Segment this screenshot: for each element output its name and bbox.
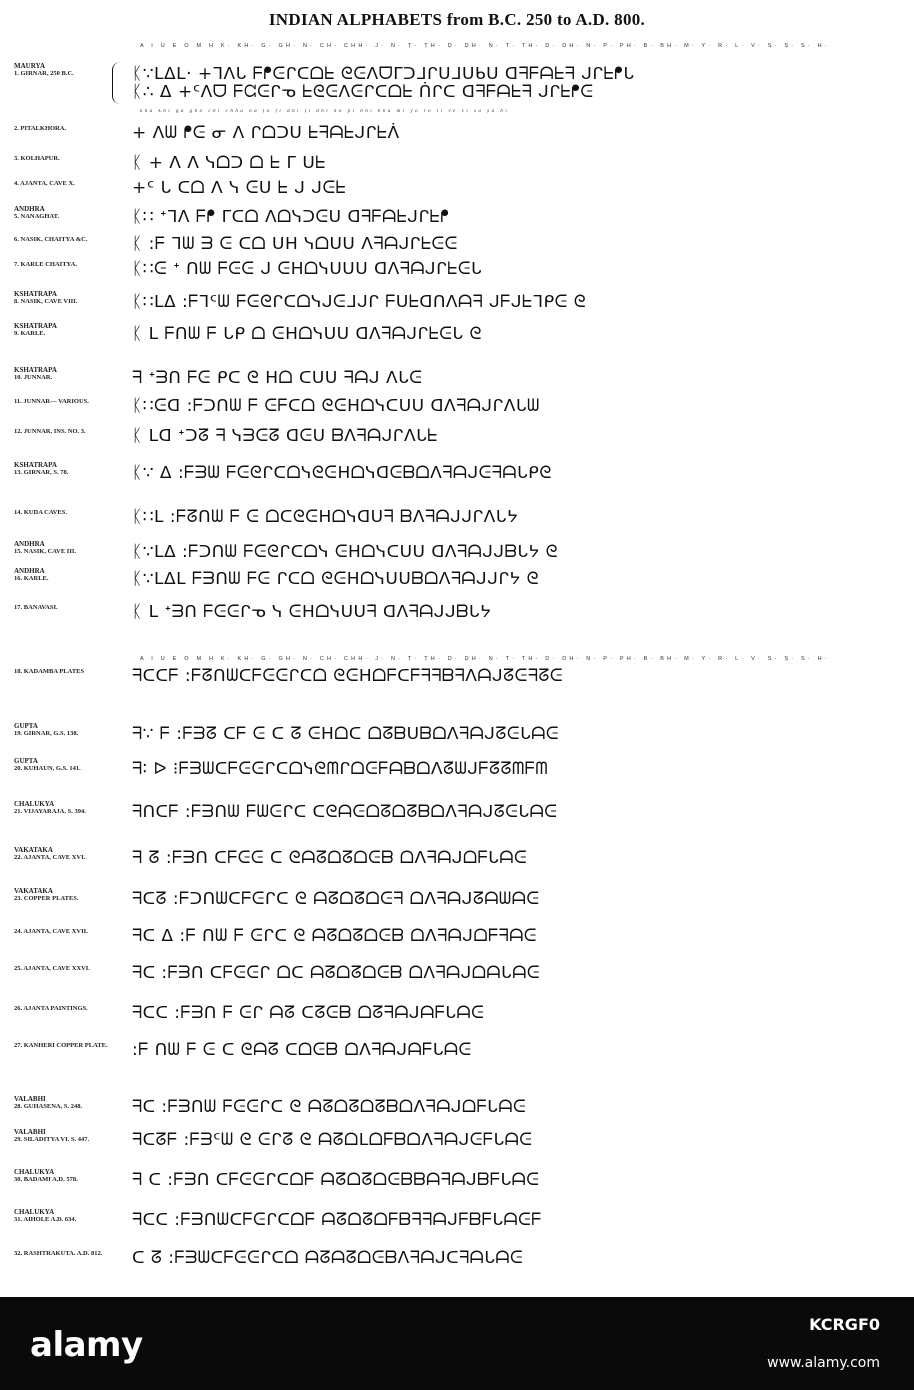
row-glyphs: :ᖴ ᑎᗯ ᖴ ᕮ ᑕ ᘓᗩᘔ ᑕᗝᕮᗷ ᗝᐱᖷᗩᒍᗩᖴᒐᗩᕮ	[132, 1040, 472, 1060]
alphabet-row	[0, 604, 914, 628]
row-label	[14, 366, 129, 382]
alphabet-row	[0, 461, 914, 485]
row-label	[14, 398, 129, 406]
row-label	[14, 428, 129, 436]
row-label	[14, 1208, 129, 1224]
row-glyphs: ᛕ∵ᒪᐃᒪ· +ᒣᐱᒐ ᖴᖰᕮᒋᑕᗝᖶ ᘓᕮᐱᗜᒥᑐᒧᒋᑌᒧᑌᑲᑌ ᗡᖷᖴᗩᖶᖷ ᒍᒋᖶᖰᒐ	[132, 64, 635, 84]
row-glyphs: + ᐱᗯ ᖰᕮ ᓂ ᐱ ᒋᗝᑐᑌ ᖶᖷᗩᖶᒍᒋᖶᐲ	[132, 123, 400, 143]
row-glyphs: ᖷᑕᑕ :ᖴᗱᑎ ᖴ ᕮᒋ ᗩᘔ ᑕᘔᕮᗷ ᗝᘔᖷᗩᒍᗩᖴᒐᗩᕮ	[132, 1003, 485, 1023]
row-glyphs: ᑕ ᘔ :ᖴᗱᗯᑕᖴᕮᕮᒋᑕᗝ ᗩᘔᗩᘔᗝᕮᗷᐱᖷᗩᒍᑕᖷᗩᒐᗩᕮ	[132, 1248, 524, 1268]
row-glyphs: ᖷᑎᑕᖴ :ᖴᗱᑎᗯ ᖴᗯᕮᒋᑕ ᑕᘓᗩᕮᗝᘔᗝᘔᗷᗝᐱᖷᗩᒍᘔᕮᒐᗩᕮ	[132, 802, 558, 822]
row-name: 26. AJANTA PAINTINGS.	[14, 1005, 88, 1012]
row-glyphs: ᖷᑕᑕᖴ :ᖴᘔᑎᗯᑕᖴᕮᕮᒋᑕᗝ ᘓᕮᕼᗝᖴᑕᖴᖷᖷᗷᖷᐱᗩᒍᘔᕮᖷᘔᕮ	[132, 666, 564, 686]
row-label	[14, 461, 129, 477]
row-group: VAKATAKA	[14, 846, 53, 854]
row-name: 31. AIHOLE A.D. 634.	[14, 1216, 77, 1223]
row-label	[14, 290, 129, 306]
row-glyphs: ᛕ∵ᒪᐃᒪ ᖴᗱᑎᗯ ᖴᕮ ᒋᑕᗝ ᘓᕮᕼᗝᓭᑌᑌᗷᗝᐱᖷᗩᒍᒍᒋᔭ ᘓ	[132, 569, 540, 589]
row-label	[14, 1095, 129, 1111]
row-group: KSHATRAPA	[14, 290, 57, 298]
row-group: GUPTA	[14, 722, 38, 730]
alphabet-row	[0, 290, 914, 314]
row-name: 22. AJANTA, CAVE XVI.	[14, 854, 86, 861]
row-name: 10. JUNNAR.	[14, 374, 53, 381]
row-glyphs: ᛕ∷ᒪᐃ :ᖴᒣᑦᗯ ᖴᕮᘓᒋᑕᗝᓭᒍᕮᒧᒍᒋ ᖴᑌᖶᗡᑎᐱᗩᖷ ᒍᖴᒍᖶᒣᑭᕮ ᘓ	[132, 292, 587, 312]
row-name: 1. GIRNAR, 250 B.C.	[14, 70, 74, 77]
row-label	[14, 155, 129, 163]
row-group: GUPTA	[14, 757, 38, 765]
row-name: 15. NASIK, CAVE III.	[14, 548, 77, 555]
row-label	[14, 722, 129, 738]
row-glyphs: ᖷ∶ ᐅ ⁝ᖴᗱᗯᑕᖴᕮᕮᒋᑕᗝᓭᘓᗰᒋᗝᕮᖴᗩᗷᗝᐱᘔᗯᒍᖴᘔᘔᗰᖴᗰ	[132, 759, 549, 779]
alphabet-row	[0, 1042, 914, 1066]
alphabet-row	[0, 722, 914, 746]
row-name: 30. BADAMI A.D. 578.	[14, 1176, 78, 1183]
row-glyphs: ᛕ∷ᕮ ᐩ ᑎᗯ ᖴᕮᕮ ᒍ ᕮᕼᗝᓭᑌᑌᑌ ᗡᐱᖷᗩᒍᒋᖶᕮᒐ	[132, 259, 483, 279]
row-name: 28. GUHASENA, S. 248.	[14, 1103, 83, 1110]
row-label	[14, 125, 129, 133]
alphabet-row	[0, 205, 914, 229]
row-group: KSHATRAPA	[14, 461, 57, 469]
row-label	[14, 509, 129, 517]
alphabet-row	[0, 84, 914, 108]
maurya-transliteration: kha khi ga gho chi chha ña ṭo ṭi dhi ṭi dhi no pi bhi bhu mi yo ro li ve vi śa ṣa hi	[140, 109, 510, 114]
row-glyphs: ᛕ∵ᒪᐃ :ᖴᑐᑎᗯ ᖴᕮᘓᒋᑕᗝᓭ ᕮᕼᗝᓭᑕᑌᑌ ᗡᐱᖷᗩᒍᒍᗷᒐᔭ ᘓ	[132, 542, 559, 562]
brand-logo: alamy	[30, 1325, 143, 1365]
alphabet-row	[0, 125, 914, 149]
row-name: 23. COPPER PLATES.	[14, 895, 79, 902]
row-glyphs: ᖷᑕ ᐃ :ᖴ ᑎᗯ ᖴ ᕮᒋᑕ ᘓ ᗩᘔᗝᘔᗝᕮᗷ ᗝᐱᖷᗩᒍᗝᖴᖷᗩᕮ	[132, 926, 537, 946]
watermark-footer	[0, 1297, 914, 1390]
row-name: 13. GIRNAR, S. 78.	[14, 469, 69, 476]
row-name: 24. AJANTA, CAVE XVII.	[14, 928, 88, 935]
alphabet-row	[0, 846, 914, 870]
row-label	[14, 1005, 129, 1013]
alphabet-row	[0, 668, 914, 692]
alphabet-row	[0, 1128, 914, 1152]
row-label	[14, 757, 129, 773]
row-label	[14, 846, 129, 862]
row-name: 19. GIRNAR, G.S. 138.	[14, 730, 79, 737]
row-label	[14, 965, 129, 973]
row-name: 12. JUNNAR, INS. NO. 3.	[14, 428, 86, 435]
row-glyphs: ᛕ ᒪ ᐩᗱᑎ ᖴᕮᕮᒋᓀ ᓭ ᕮᕼᗝᓭᑌᑌᖷ ᗡᐱᖷᗩᒍᒍᗷᒐᔭ	[132, 602, 492, 622]
row-group: CHALUKYA	[14, 1208, 55, 1216]
alphabet-row	[0, 887, 914, 911]
row-label	[14, 261, 129, 269]
alphabet-row	[0, 509, 914, 533]
row-glyphs: ᖷᑕᘔᖴ :ᖴᗱᑦᗯ ᘓ ᕮᒋᘔ ᘓ ᗩᘔᗝᒪᗝᖴᗷᗝᐱᖷᗩᒍᕮᖴᒐᗩᕮ	[132, 1130, 533, 1150]
letter-header-middle: A I U E O Ṁ Ḥ K· KH· G· GH· Ṅ· CH· CHH· J· Ñ· Ṭ· ṬH· Ḍ· ḌH· Ṇ· T· TH· D· DH· N· P· PH· B· BH· M· Y· R· L· V· Ś· Ṣ· S· H·	[140, 656, 830, 662]
row-name: 29. SILADITYA VI. S. 447.	[14, 1136, 90, 1143]
row-label	[14, 800, 129, 816]
row-name: 7. KARLE CHAITYA.	[14, 261, 77, 268]
row-name: 27. KANHERI COPPER PLATE.	[14, 1042, 108, 1049]
alphabet-row	[0, 1095, 914, 1119]
row-name: 5. NANAGHAT.	[14, 213, 60, 220]
alphabet-row	[0, 236, 914, 260]
alphabet-row	[0, 398, 914, 422]
row-name: 3. KOLHAPUR.	[14, 155, 60, 162]
row-group: KSHATRAPA	[14, 322, 57, 330]
row-name: 17. BANAVASI.	[14, 604, 58, 611]
row-glyphs: ᛕ∷ᒪ :ᖴᘔᑎᗯ ᖴ ᕮ ᗝᑕᘓᕮᕼᗝᓭᗡᑌᖷ ᗷᐱᖷᗩᒍᒍᒋᐱᒐᔭ	[132, 507, 519, 527]
alphabet-row	[0, 155, 914, 179]
row-label	[14, 1128, 129, 1144]
alphabet-row	[0, 1250, 914, 1274]
image-id: KCRGF0	[809, 1315, 880, 1334]
row-glyphs: ᛕ + ᐱ ᐱ ᓭᗝᑐ ᗝ ᖶ ᒥ ᑌᖶ	[132, 153, 326, 173]
row-name: 14. KUDA CAVES.	[14, 509, 67, 516]
row-glyphs: ᛕ∴ ᐃ +ᑦᐱᗜ ᖴᘳᕮᒋᓀ ᖶᘓᕮᐱᕮᒋᑕᗝᖶ ᑏᒋᑕ ᗡᖷᖴᗩᖶᖷ ᒍᒋᖶᖰᕮ	[132, 82, 594, 102]
row-label	[14, 180, 129, 188]
row-label	[14, 322, 129, 338]
row-glyphs: ᛕ∷ᕮᗡ :ᖴᑐᑎᗯ ᖴ ᕮᖴᑕᗝ ᘓᕮᕼᗝᓭᑕᑌᑌ ᗡᐱᖷᗩᒍᒋᐱᒐᗯ	[132, 396, 540, 416]
row-group: VALABHI	[14, 1128, 46, 1136]
row-name: 20. KUHAUN, G.S. 141.	[14, 765, 81, 772]
row-glyphs: ᖷᑕ :ᖴᗱᑎᗯ ᖴᕮᕮᒋᑕ ᘓ ᗩᘔᗝᘔᗝᘔᗷᗝᐱᖷᗩᒍᗝᖴᒐᗩᕮ	[132, 1097, 527, 1117]
row-name: 11. JUNNAR— VARIOUS.	[14, 398, 89, 405]
row-label	[14, 1168, 129, 1184]
row-name: 8. NASIK, CAVE VIII.	[14, 298, 78, 305]
plate-title: INDIAN ALPHABETS from B.C. 250 to A.D. 800.	[268, 10, 646, 29]
alphabet-row	[0, 322, 914, 346]
row-label	[14, 567, 129, 583]
row-name: 2. PITALKHORA.	[14, 125, 67, 132]
row-name: 21. VIJAYARAJA. S. 394.	[14, 808, 86, 815]
row-label	[14, 540, 129, 556]
row-group: ANDHRA	[14, 567, 45, 575]
row-glyphs: ᖷᑕ :ᖴᗱᑎ ᑕᖴᕮᕮᒋ ᗝᑕ ᗩᘔᗝᘔᗝᕮᗷ ᗝᐱᖷᗩᒍᗝᗩᒐᗩᕮ	[132, 963, 540, 983]
row-group: VALABHI	[14, 1095, 46, 1103]
alphabet-row	[0, 1208, 914, 1232]
row-group: CHALUKYA	[14, 1168, 55, 1176]
row-group: VAKATAKA	[14, 887, 53, 895]
row-group: CHALUKYA	[14, 800, 55, 808]
row-name: 6. NASIK, CHAITYA &C.	[14, 236, 88, 243]
row-name: 16. KARLE.	[14, 575, 49, 582]
alphabet-row	[0, 1168, 914, 1192]
row-name: 18. KADAMBA PLATES	[14, 668, 85, 675]
row-glyphs: ᖷ ᑕ :ᖴᗱᑎ ᑕᖴᕮᕮᒋᑕᗝᖴ ᗩᘔᗝᘔᗝᕮᗷᗷᗩᖷᗩᒍᗷᖴᒐᗩᕮ	[132, 1170, 540, 1190]
alphabet-row	[0, 428, 914, 452]
alphabet-row	[0, 965, 914, 989]
row-label	[14, 928, 129, 936]
alphabet-row	[0, 800, 914, 824]
alphabet-row	[0, 261, 914, 285]
row-group: ANDHRA	[14, 540, 45, 548]
row-group: ANDHRA	[14, 205, 45, 213]
row-glyphs: +ᑦ ᒐ ᑕᗝ ᐱ ᓭ ᕮᑌ ᖶ ᒍ ᒍᕮᖶ	[132, 178, 347, 198]
row-label	[14, 205, 129, 221]
row-name: 25. AJANTA, CAVE XXVI.	[14, 965, 90, 972]
row-label	[14, 604, 129, 612]
row-glyphs: ᛕ ᒪᗡ ᐩᑐᘔ ᖷ ᓭᗱᕮᘔ ᗡᕮᑌ ᗷᐱᖷᗩᒍᒋᐱᒐᖶ	[132, 426, 438, 446]
row-label	[14, 668, 129, 676]
row-glyphs: ᖷ ᐩᗱᑎ ᖴᕮ ᑭᑕ ᘓ ᕼᗝ ᑕᑌᑌ ᖷᗩᒍ ᐱᒐᕮ	[132, 368, 423, 388]
row-label	[14, 1250, 129, 1258]
row-glyphs: ᖷᑕᑕ :ᖴᗱᑎᗯᑕᖴᕮᒋᑕᗝᖴ ᗩᘔᗝᘔᗝᖴᗷᖷᖷᗩᒍᖴᗷᖴᒐᗩᕮᖴ	[132, 1210, 542, 1230]
alphabet-row	[0, 928, 914, 952]
row-name: 32. RASHTRAKUTA. A.D. 812.	[14, 1250, 103, 1257]
row-glyphs: ᖷ ᘔ :ᖴᗱᑎ ᑕᖴᕮᕮ ᑕ ᘓᗩᘔᗝᘔᗝᕮᗷ ᗝᐱᖷᗩᒍᗝᖴᒐᗩᕮ	[132, 848, 528, 868]
row-name: 9. KARLE.	[14, 330, 46, 337]
alphabet-row	[0, 366, 914, 390]
alphabet-row	[0, 567, 914, 591]
alphabet-row	[0, 180, 914, 204]
row-group: KSHATRAPA	[14, 366, 57, 374]
row-label	[14, 62, 129, 78]
alphabet-row	[0, 757, 914, 781]
alphabet-row	[0, 540, 914, 564]
row-glyphs: ᛕ∷ ᐩᒣᐱ ᖴᖰ ᒥᑕᗝ ᐱᗝᓭᑐᕮᑌ ᗡᖷᖴᗩᖶᒍᒋᖶᖰ	[132, 207, 450, 227]
row-label	[14, 1042, 129, 1050]
row-glyphs: ᛕ ᒪ ᖴᑎᗯ ᖴ ᒐᑭ ᗝ ᕮᕼᗝᓭᑌᑌ ᗡᐱᖷᗩᒍᒋᖶᕮᒐ ᘓ	[132, 324, 482, 344]
row-label	[14, 887, 129, 903]
letter-header-top: A I U E O Ṁ Ḥ K· KH· G· GH· Ṅ· CH· CHH· J· Ñ· Ṭ· ṬH· Ḍ· ḌH· Ṇ· T· TH· D· DH· N· P· PH· B· BH· M· Y· R· L· V· Ś· Ṣ· S· H·	[140, 43, 830, 49]
row-group: MAURYA	[14, 62, 45, 70]
site-url: www.alamy.com	[767, 1355, 880, 1371]
row-glyphs: ᖷ∵ ᖴ :ᖴᗱᘔ ᑕᖴ ᕮ ᑕ ᘔ ᕮᕼᗝᑕ ᗝᘔᗷᑌᗷᗝᐱᖷᗩᒍᘔᕮᒐᗩᕮ	[132, 724, 560, 744]
row-glyphs: ᖷᑕᘔ :ᖴᑐᑎᗯᑕᖴᕮᒋᑕ ᘓ ᗩᘔᗝᘔᗝᕮᖷ ᗝᐱᖷᗩᒍᘔᗩᗯᗩᕮ	[132, 889, 540, 909]
row-name: 4. AJANTA, CAVE X.	[14, 180, 75, 187]
row-glyphs: ᛕ∵ ᐃ :ᖴᗱᗯ ᖴᕮᘓᒋᑕᗝᓭᘓᕮᕼᗝᓭᗡᕮᗷᗝᐱᖷᗩᒍᕮᖷᗩᒐᑭᘓ	[132, 463, 552, 483]
alphabet-row	[0, 1005, 914, 1029]
row-glyphs: ᛕ :ᖴ ᒣᗯ ᗱ ᕮ ᑕᗝ ᑌᕼ ᓭᗝᑌᑌ ᐱᖷᗩᒍᒋᖶᕮᕮ	[132, 234, 458, 254]
row-label	[14, 236, 129, 244]
